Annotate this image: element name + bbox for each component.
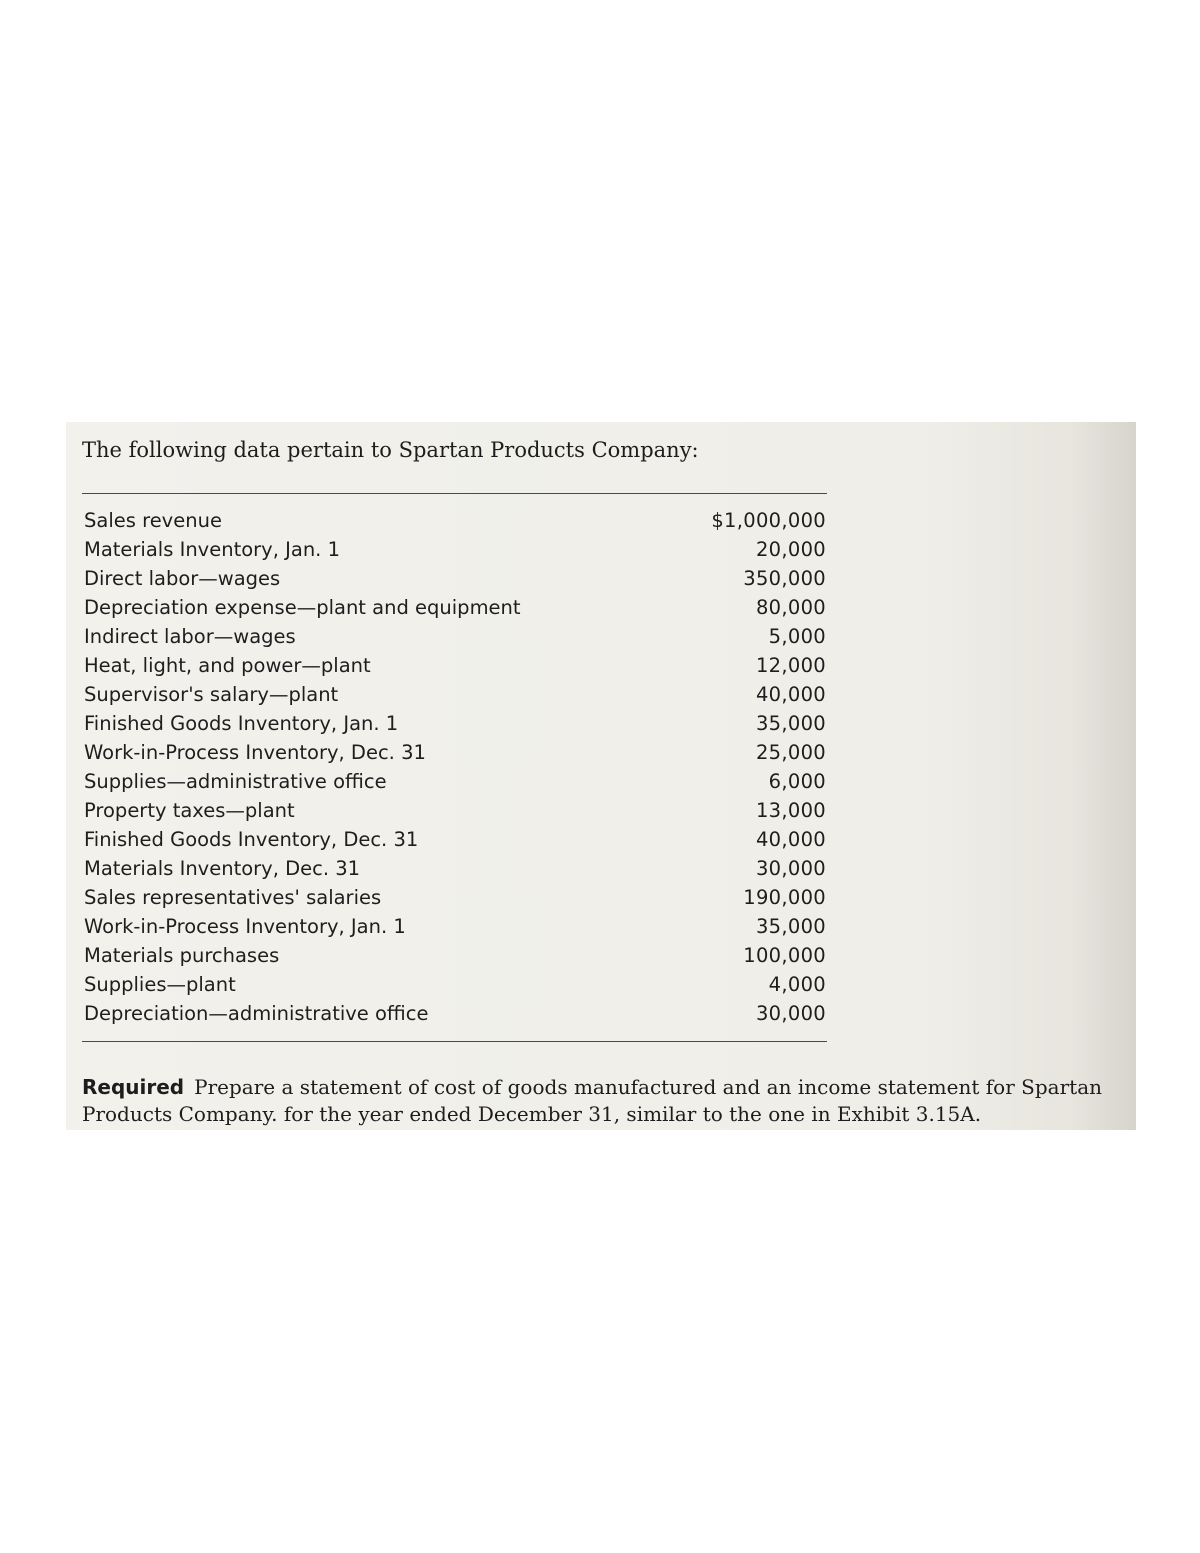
item-amount: 30,000	[755, 857, 826, 880]
intro-text: The following data pertain to Spartan Products Company:	[82, 438, 699, 462]
table-row	[84, 767, 826, 796]
item-label: Work-in-Process Inventory, Jan. 1	[84, 915, 406, 938]
item-label: Sales revenue	[84, 509, 222, 532]
table-row	[84, 506, 826, 535]
item-label: Materials purchases	[84, 944, 280, 967]
item-amount: 5,000	[768, 625, 826, 648]
table-row	[84, 651, 826, 680]
item-label: Depreciation—administrative office	[84, 1002, 429, 1025]
data-table	[84, 506, 826, 1028]
item-label: Supervisor's salary—plant	[84, 683, 339, 706]
table-row	[84, 854, 826, 883]
item-amount: $1,000,000	[711, 509, 826, 532]
item-label: Finished Goods Inventory, Jan. 1	[84, 712, 399, 735]
item-amount: 100,000	[743, 944, 826, 967]
required-label: Required	[82, 1075, 185, 1099]
required-text: Prepare a statement of cost of goods manufactured and an income statement for Spartan Products Company. for the year ended December 31, similar to the one in Exhibit 3.15A.	[82, 1075, 1102, 1126]
item-label: Depreciation expense—plant and equipment	[84, 596, 521, 619]
item-amount: 12,000	[755, 654, 826, 677]
item-amount: 25,000	[755, 741, 826, 764]
item-label: Work-in-Process Inventory, Dec. 31	[84, 741, 426, 764]
table-row	[84, 564, 826, 593]
item-amount: 350,000	[743, 567, 826, 590]
table-row	[84, 912, 826, 941]
table-row	[84, 680, 826, 709]
table-row	[84, 622, 826, 651]
table-row	[84, 535, 826, 564]
item-amount: 30,000	[755, 1002, 826, 1025]
item-label: Sales representatives' salaries	[84, 886, 382, 909]
table-row	[84, 738, 826, 767]
table-row	[84, 796, 826, 825]
item-label: Supplies—administrative office	[84, 770, 387, 793]
item-amount: 80,000	[755, 596, 826, 619]
bottom-rule	[82, 1041, 827, 1042]
item-label: Materials Inventory, Dec. 31	[84, 857, 361, 880]
item-label: Heat, light, and power—plant	[84, 654, 371, 677]
item-amount: 6,000	[768, 770, 826, 793]
item-label: Property taxes—plant	[84, 799, 295, 822]
item-amount: 20,000	[755, 538, 826, 561]
item-amount: 13,000	[755, 799, 826, 822]
table-row	[84, 709, 826, 738]
item-label: Direct labor—wages	[84, 567, 281, 590]
top-rule	[82, 493, 827, 494]
table-row	[84, 970, 826, 999]
item-label: Supplies—plant	[84, 973, 236, 996]
item-amount: 35,000	[755, 712, 826, 735]
item-label: Finished Goods Inventory, Dec. 31	[84, 828, 419, 851]
item-amount: 190,000	[743, 886, 826, 909]
item-amount: 35,000	[755, 915, 826, 938]
table-row	[84, 593, 826, 622]
required-paragraph	[82, 1074, 1102, 1128]
item-label: Materials Inventory, Jan. 1	[84, 538, 340, 561]
item-amount: 40,000	[755, 683, 826, 706]
table-row	[84, 999, 826, 1028]
item-label: Indirect labor—wages	[84, 625, 296, 648]
table-row	[84, 825, 826, 854]
table-row	[84, 883, 826, 912]
item-amount: 4,000	[768, 973, 826, 996]
item-amount: 40,000	[755, 828, 826, 851]
table-row	[84, 941, 826, 970]
